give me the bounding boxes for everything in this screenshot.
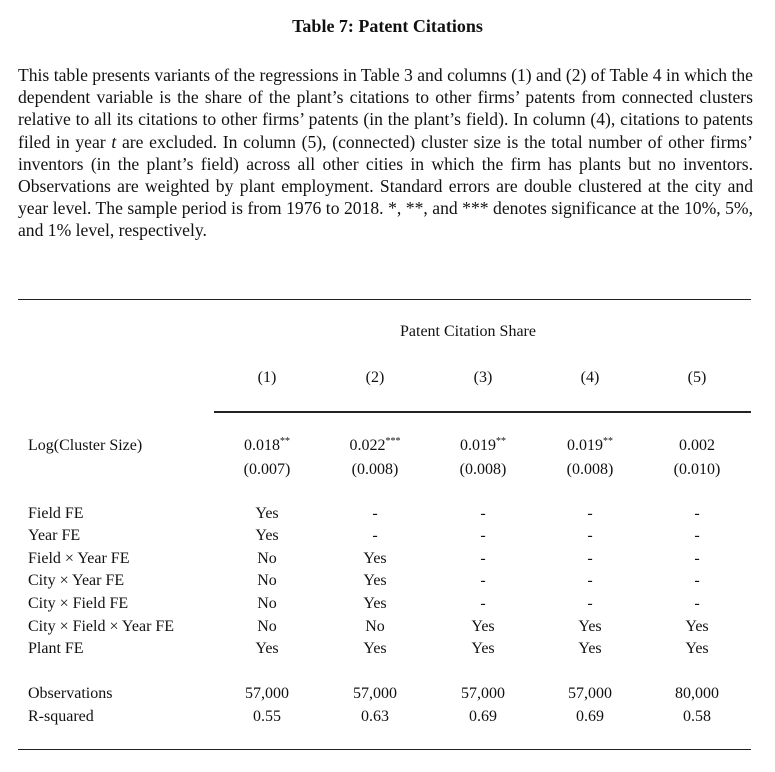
table-cell: 57,000 [568,685,612,702]
table-cell: 0.58 [683,708,711,725]
table-cell: - [372,527,378,544]
table-cell: - [587,527,593,544]
table-cell: - [694,595,700,612]
coefficient-cell [212,437,322,455]
table-cell: 80,000 [675,685,719,702]
coef-value: 0.002 [679,437,715,454]
row-label: City × Field × Year FE [28,618,175,635]
table-cell: - [480,595,486,612]
top-rule [18,299,751,300]
table-cell: No [365,618,385,635]
coef-value: 0.019 [460,437,496,454]
standard-error-cell: (0.007) [243,461,291,478]
coefficient-cell [320,437,430,455]
table-cell: Yes [255,640,279,657]
table-cell: Yes [471,618,495,635]
table-cell: Yes [363,550,387,567]
coef-stars: *** [385,436,401,447]
row-label: R-squared [28,708,94,725]
row-label: City × Field FE [28,595,129,612]
table-cell: Yes [363,640,387,657]
table-cell: No [257,595,277,612]
caption-text-continued: are excluded. In column (5), (connected) cluster size is the total number of other firms’ inventors (in the plant’s field) across all other cities in which the firm has plants but no inventors. Observations are weighted by plant employment. Standard errors are double clustered at the city and year level. The sample period is from 1976 to 2018. *, **, and *** denotes significance at the 10%, 5%, and 1% level, respectively. [18,131,753,241]
caption-text: This table presents variants of the regressions in Table 3 and columns (1) and (2) of Table 4 in which the dependent variable is the share of the plant’s citations to other firms’ patents from connected clusters relative to all its citations to other firms’ patents (in the plant’s field). In column (4), citations to patents filed in year [18,65,753,152]
table-cell: No [257,550,277,567]
standard-error-cell: (0.008) [566,461,614,478]
table-cell: - [480,550,486,567]
bottom-rule [18,749,751,750]
coef-value: 0.019 [567,437,603,454]
coef-stars: ** [496,436,506,447]
standard-error-cell: (0.008) [459,461,507,478]
table-cell: Yes [471,640,495,657]
table-cell: Yes [685,640,709,657]
table-cell: 57,000 [353,685,397,702]
table-caption [18,64,753,242]
table-cell: - [694,527,700,544]
table-cell: Yes [255,505,279,522]
table-cell: Yes [578,618,602,635]
coefficient-cell [642,437,752,455]
standard-error-cell: (0.010) [673,461,721,478]
table-cell: 0.69 [576,708,604,725]
table-cell: 0.63 [361,708,389,725]
table-cell: No [257,572,277,589]
row-label: Plant FE [28,640,84,657]
table-cell: 57,000 [461,685,505,702]
coef-stars: ** [603,436,613,447]
row-label: Field × Year FE [28,550,130,567]
row-label: Year FE [28,527,81,544]
column-header: (5) [687,369,707,386]
table-cell: - [587,595,593,612]
column-header: (3) [473,369,493,386]
standard-error-cell: (0.008) [351,461,399,478]
table-cell: Yes [363,572,387,589]
table-cell: - [480,527,486,544]
coef-value: 0.022 [349,437,386,454]
table-cell: - [587,572,593,589]
column-header: (2) [365,369,385,386]
table-cell: - [694,505,700,522]
row-label: City × Year FE [28,572,125,589]
table-cell: Yes [578,640,602,657]
table-cell: - [587,550,593,567]
coef-stars: ** [280,436,290,447]
table-cell: - [587,505,593,522]
caption-italic-t: t [111,131,117,152]
coef-value: 0.018 [244,437,280,454]
table-cell: 0.69 [469,708,497,725]
column-group-header: Patent Citation Share [400,323,536,340]
row-label: Log(Cluster Size) [28,437,143,454]
row-label: Observations [28,685,113,702]
table-cell: Yes [255,527,279,544]
table-cell: 0.55 [253,708,281,725]
table-cell: - [480,505,486,522]
column-header: (4) [580,369,600,386]
table-cell: - [480,572,486,589]
coefficient-cell [428,437,538,455]
table-cell: Yes [363,595,387,612]
table-cell: - [694,572,700,589]
table-cell: Yes [685,618,709,635]
row-label: Field FE [28,505,84,522]
table-cell: - [372,505,378,522]
table-cell: No [257,618,277,635]
table-cell: - [694,550,700,567]
table-title: Table 7: Patent Citations [292,16,483,36]
column-header: (1) [257,369,277,386]
coefficient-cell [535,437,645,455]
table-cell: 57,000 [245,685,289,702]
header-rule [214,411,751,413]
